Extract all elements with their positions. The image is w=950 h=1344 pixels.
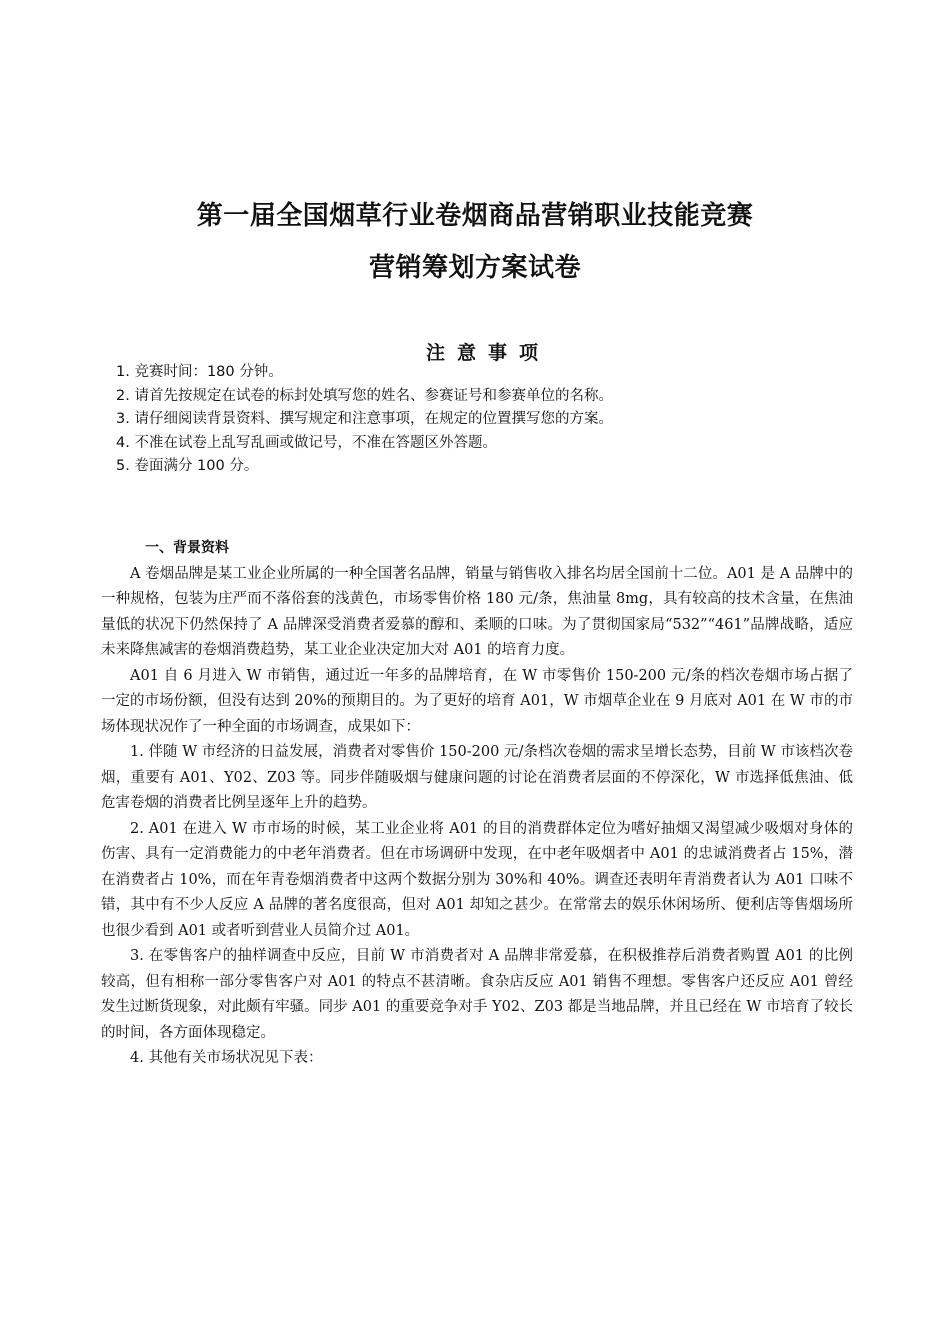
paragraph: 2. A01 在进入 W 市市场的时候，某工业企业将 A01 的目的消费群体定位为嗜好抽烟又渴望减少吸烟对身体的伤害、具有一定消费能力的中老年消费者。但在市场调研中发现，在中老年吸烟者中 A01 的忠诚消费者占 15%，潜在消费者占 10%，而在年青卷烟消费者中这两个数据分别为 30%和 40%。调查还表明年青消费者认为 A01 口味不错，其中有不少人反应 A 品牌的著名度很高，但对 A01 却知之甚少。在常常去的娱乐休闲场所、便利店等售烟场所也很少看到 A01 或者听到营业人员简介过 A01。 — [101, 820, 853, 939]
notice-heading: 注意事项 — [425, 342, 550, 364]
notice-item: 1. 竞赛时间：180 分钟。 — [116, 364, 283, 380]
notice-item: 4. 不准在试卷上乱写乱画或做记号，不准在答题区外答题。 — [116, 434, 497, 451]
notice-item: 5. 卷面满分 100 分。 — [116, 458, 259, 474]
paragraph: 4. 其他有关市场状况见下表： — [130, 1050, 323, 1066]
paragraph: A 卷烟品牌是某工业企业所属的一种全国著名品牌，销量与销售收入排名均居全国前十二位。A01 是 A 品牌中的一种规格，包装为庄严而不落俗套的浅黄色，市场零售价格 180 元/条，焦油量 8mg，具有较高的技术含量，在焦油量低的状况下仍然保持了 A 品牌深受消费者爱慕的醇和、柔顺的口味。为了贯彻国家局“532”“461”品牌战略，适应未来降焦减害的卷烟消费趋势，某工业企业决定加大对 A01 的培育力度。 — [101, 565, 853, 658]
section-heading: 一、背景资料 — [145, 540, 229, 556]
background-section — [101, 536, 853, 1072]
document-subtitle: 营销筹划方案试卷 — [368, 253, 581, 283]
notice-item: 2. 请首先按规定在试卷的标封处填写您的姓名、参赛证号和参赛单位的名称。 — [116, 387, 613, 404]
paragraph: 3. 在零售客户的抽样调查中反应，目前 W 市消费者对 A 品牌非常爱慕，在积极推荐后消费者购置 A01 的比例较高，但有相称一部分零售客户对 A01 的特点不甚清晰。食杂店反应 A01 销售不理想。零售客户还反应 A01 曾经发生过断货现象，对此颇有牢骚。同步 A01 的重要竞争对手 Y02、Z03 都是当地品牌，并且已经在 W 市培育了较长的时间，各方面体现稳定。 — [101, 948, 853, 1041]
document-title: 第一届全国烟草行业卷烟商品营销职业技能竞赛 — [196, 201, 754, 231]
paragraph: 1. 伴随 W 市经济的日益发展，消费者对零售价 150-200 元/条档次卷烟的需求呈增长态势，目前 W 市该档次卷烟，重要有 A01、Y02、Z03 等。同步伴随吸烟与健康问题的讨论在消费者层面的不停深化，W 市选择低焦油、低危害卷烟的消费者比例呈逐年上升的趋势。 — [101, 744, 853, 811]
notice-list — [116, 361, 876, 479]
notice-item: 3. 请仔细阅读背景资料、撰写规定和注意事项，在规定的位置撰写您的方案。 — [116, 411, 613, 427]
paragraph: A01 自 6 月进入 W 市销售，通过近一年多的品牌培育，在 W 市零售价 150-200 元/条的档次卷烟市场占据了一定的市场份额，但没有达到 20%的预期目的。为了更好的培育 A01，W 市烟草企业在 9 月底对 A01 在 W 市的市场体现状况作了一种全面的市场调查，成果如下： — [101, 667, 853, 735]
